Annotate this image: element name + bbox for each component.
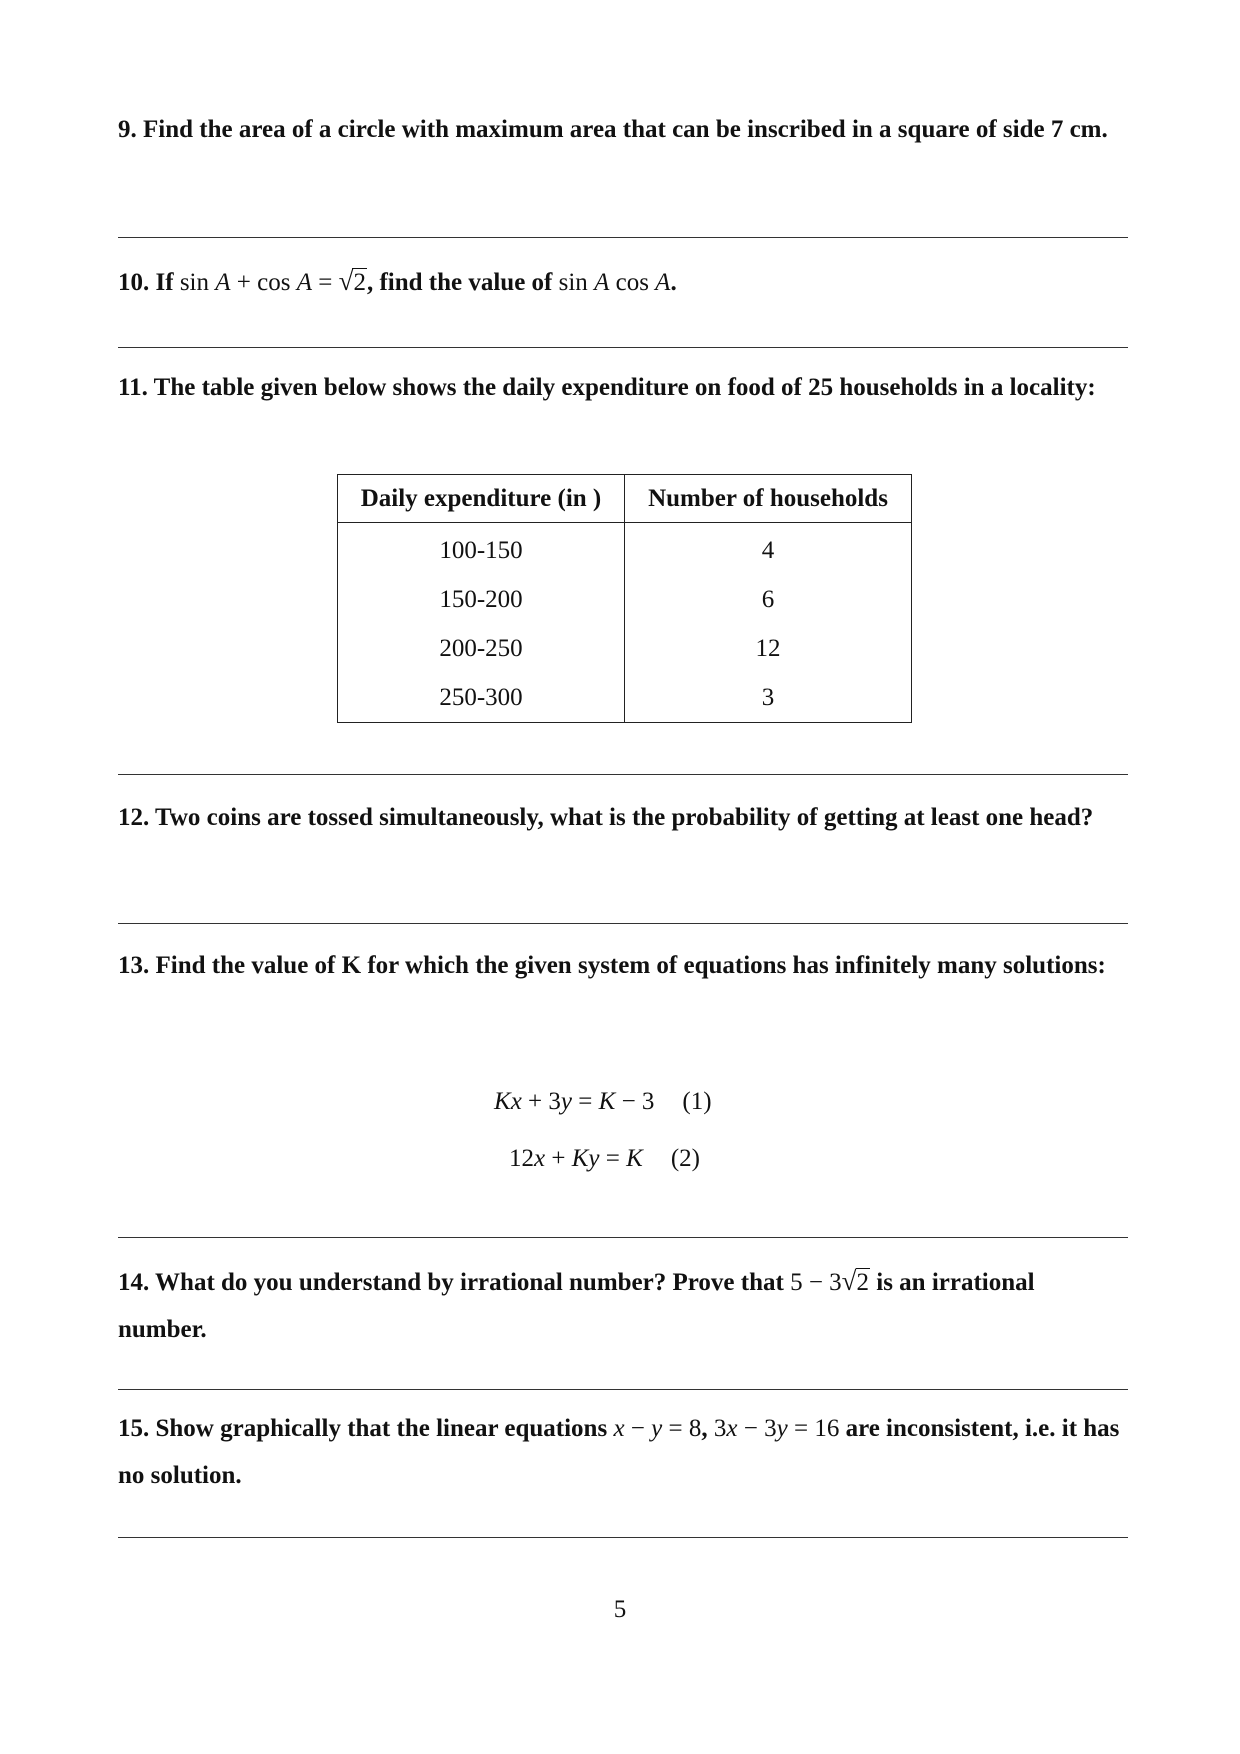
equals-sign: = bbox=[599, 1145, 627, 1172]
question-11 bbox=[118, 364, 1128, 411]
question-9 bbox=[118, 106, 1128, 153]
constant-three: 3 bbox=[641, 1088, 655, 1115]
equals-sign: = bbox=[662, 1415, 689, 1442]
question-12-text: 12. Two coins are tossed simultaneously, what is the probability of getting at least one head? bbox=[118, 804, 1094, 831]
radical-argument: 2 bbox=[856, 1269, 869, 1296]
variable-x: x bbox=[534, 1145, 546, 1172]
table-row bbox=[338, 523, 912, 576]
radical-sign: √ bbox=[338, 266, 354, 296]
question-13 bbox=[118, 942, 1128, 989]
table-header-households: Number of households bbox=[625, 475, 912, 523]
question-15-prefix: 15. Show graphically that the linear equations bbox=[118, 1415, 614, 1442]
question-10 bbox=[118, 258, 1128, 306]
question-10-mid: , find the value of bbox=[366, 269, 559, 296]
divider-2 bbox=[118, 347, 1128, 348]
question-9-text: 9. Find the area of a circle with maximum area that can be inscribed in a square of side 7 cm. bbox=[118, 116, 1108, 143]
question-14-prefix: 14. What do you understand by irrational number? Prove that bbox=[118, 1269, 791, 1296]
variable-k: K bbox=[598, 1088, 616, 1115]
coefficient-three: 3 bbox=[829, 1269, 842, 1296]
variable-k: K bbox=[494, 1088, 511, 1115]
minus-sign: − bbox=[802, 1269, 830, 1296]
question-10-end: . bbox=[670, 269, 677, 296]
question-11-text: 11. The table given below shows the daily expenditure on food of 25 households in a locality: bbox=[118, 374, 1096, 401]
variable-x: x bbox=[613, 1415, 625, 1442]
table-row bbox=[338, 624, 912, 673]
variable-y: y bbox=[588, 1145, 600, 1172]
variable-y: y bbox=[560, 1088, 573, 1115]
table-cell: 6 bbox=[625, 575, 912, 624]
plus-sign: + bbox=[545, 1145, 572, 1172]
divider-6 bbox=[118, 1389, 1128, 1390]
question-10-equation bbox=[179, 266, 367, 296]
question-14-expression bbox=[790, 1266, 870, 1296]
question-15 bbox=[118, 1405, 1128, 1499]
equation-1-tag: (1) bbox=[682, 1088, 712, 1115]
divider-1 bbox=[118, 237, 1128, 238]
coefficient-three: 3 bbox=[548, 1088, 561, 1115]
question-10-target bbox=[559, 269, 671, 296]
variable-a: A bbox=[594, 269, 610, 296]
equals-sign: = bbox=[787, 1415, 815, 1442]
question-15-equation-1 bbox=[613, 1415, 701, 1442]
comma-separator: , bbox=[701, 1415, 714, 1442]
table-row bbox=[338, 575, 912, 624]
question-14-suffix: is an irrational number. bbox=[118, 1269, 1035, 1343]
question-15-equation-2 bbox=[714, 1415, 839, 1442]
equation-2 bbox=[509, 1145, 700, 1173]
table-header-expenditure: Daily expenditure (in ) bbox=[338, 475, 625, 523]
constant-sixteen: 16 bbox=[814, 1415, 840, 1442]
sqrt-two bbox=[339, 258, 367, 306]
table-cell: 3 bbox=[625, 673, 912, 723]
variable-a: A bbox=[215, 269, 231, 296]
table-cell: 12 bbox=[625, 624, 912, 673]
equals-sign: = bbox=[312, 269, 339, 296]
table-cell: 250-300 bbox=[338, 673, 625, 723]
constant-five: 5 bbox=[790, 1269, 803, 1296]
divider-3 bbox=[118, 774, 1128, 775]
variable-y: y bbox=[776, 1415, 788, 1442]
divider-4 bbox=[118, 923, 1128, 924]
question-13-text: 13. Find the value of K for which the given system of equations has infinitely many solutions: bbox=[118, 952, 1106, 979]
variable-k: K bbox=[571, 1145, 589, 1172]
cos-function: cos bbox=[615, 269, 649, 296]
minus-sign: − bbox=[615, 1088, 642, 1115]
equation-1 bbox=[494, 1088, 712, 1116]
table-cell: 200-250 bbox=[338, 624, 625, 673]
table-cell: 100-150 bbox=[338, 523, 625, 576]
question-14 bbox=[118, 1258, 1128, 1353]
minus-sign: − bbox=[624, 1415, 652, 1442]
variable-x: x bbox=[726, 1415, 738, 1442]
divider-5 bbox=[118, 1237, 1128, 1238]
divider-7 bbox=[118, 1537, 1128, 1538]
coefficient-twelve: 12 bbox=[509, 1145, 534, 1172]
minus-sign: − bbox=[737, 1415, 765, 1442]
table-cell: 150-200 bbox=[338, 575, 625, 624]
question-12 bbox=[118, 794, 1128, 841]
coefficient-three: 3 bbox=[764, 1415, 777, 1442]
radical-argument: 2 bbox=[353, 269, 366, 296]
radical-sign: √ bbox=[841, 1266, 857, 1296]
variable-a: A bbox=[655, 269, 671, 296]
table-header-row bbox=[338, 475, 912, 523]
page-number: 5 bbox=[613, 1596, 627, 1623]
cos-function: cos bbox=[257, 269, 291, 296]
coefficient-three: 3 bbox=[713, 1415, 727, 1442]
variable-k: K bbox=[626, 1145, 643, 1172]
expenditure-table bbox=[337, 474, 912, 723]
variable-y: y bbox=[651, 1415, 663, 1442]
table-cell: 4 bbox=[625, 523, 912, 576]
variable-a: A bbox=[296, 269, 312, 296]
table-row bbox=[338, 673, 912, 723]
variable-x: x bbox=[510, 1088, 522, 1115]
question-15-suffix: are inconsistent, i.e. it has no solution. bbox=[118, 1415, 1120, 1489]
equation-2-tag: (2) bbox=[670, 1145, 700, 1172]
plus-sign: + bbox=[521, 1088, 549, 1115]
plus-sign: + bbox=[230, 269, 258, 296]
constant-eight: 8 bbox=[688, 1415, 702, 1442]
sin-function: sin bbox=[558, 269, 588, 296]
question-10-prefix: 10. If bbox=[118, 269, 180, 296]
equals-sign: = bbox=[572, 1088, 599, 1115]
sin-function: sin bbox=[179, 269, 209, 296]
sqrt-two bbox=[842, 1258, 870, 1306]
